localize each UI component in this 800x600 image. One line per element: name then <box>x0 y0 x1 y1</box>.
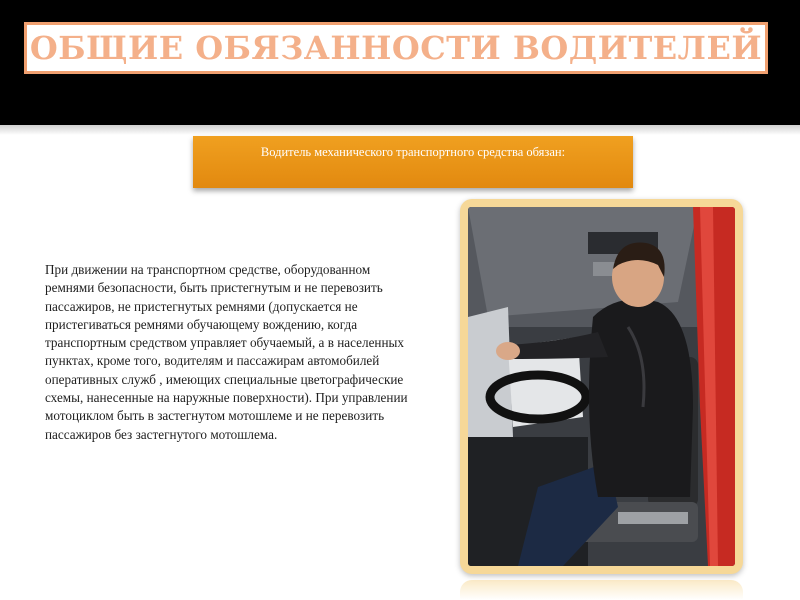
driver-photo-icon <box>468 207 735 566</box>
subtitle-box <box>193 136 633 188</box>
body-text: При движении на транспортном средстве, оборудованном ремнями безопасности, быть пристегнутым и не перевозить пассажиров, не пристегнутых ремнями (допускается не пристегиваться ремнями обучающему вождению, когда транспортным средством управляет обучаемый, а в населенных пунктах, кроме того, водителям и пассажирам автомобилей оперативных служб , имеющих специальные цветографические схемы, нанесенные на наружные поверхности). При управлении мотоциклом быть в застегнутом мотошлеме и не перевозить пассажиров без застегнутого мотошлема. <box>45 262 408 442</box>
photo-frame <box>460 199 743 574</box>
slide-subtitle: Водитель механического транспортного средства обязан: <box>260 145 566 159</box>
title-box <box>24 22 768 74</box>
slide-title: ОБЩИЕ ОБЯЗАННОСТИ ВОДИТЕЛЕЙ <box>29 29 763 67</box>
photo-reflection <box>460 580 743 600</box>
title-band <box>0 0 800 125</box>
band-shadow <box>0 125 800 135</box>
